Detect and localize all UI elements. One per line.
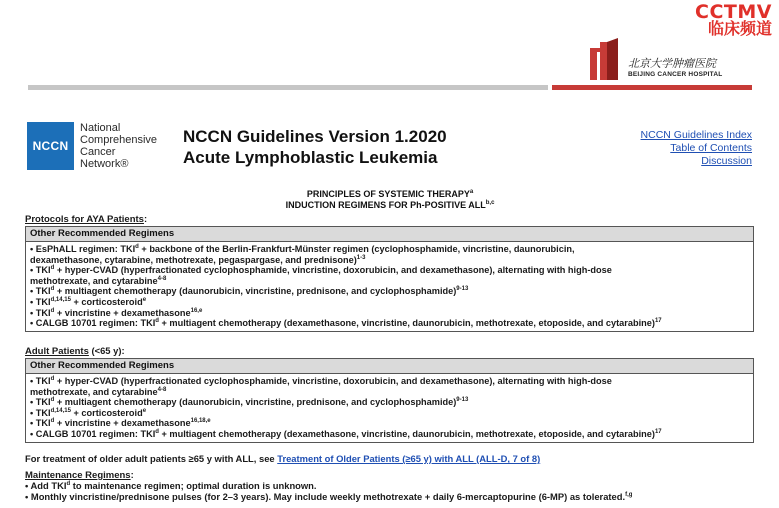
older-patients-link[interactable]: Treatment of Older Patients (≥65 y) with ALL (ALL-D, 7 of 8) xyxy=(277,453,541,464)
list-item: • $TKI^d$ + vincristine + dexamethasone$^{16,18,e}$ xyxy=(30,418,211,429)
hospital-name-en: BEIJING CANCER HOSPITAL xyxy=(628,71,723,78)
cctv-logo: CCTMV xyxy=(695,1,772,23)
list-item: • $TKI^d$ + multiagent chemotherapy (daunorubicin, vincristine, prednisone, and cyclophosphamide)$^{9-13}$ xyxy=(30,286,469,297)
footnote-ref: b,c xyxy=(485,200,495,206)
section-heading xyxy=(28,189,752,211)
guidelines-index-link[interactable]: NCCN Guidelines Index xyxy=(640,129,752,141)
box-title: Other Recommended Regimens xyxy=(26,227,753,242)
aya-regimens-box xyxy=(25,226,754,332)
maintenance-line-2: • Monthly vincristine/prednisone pulses (for 2–3 years). May include weekly methotrexate + daily 6-mercaptopurine (6-MP) as tolerated.$^{f,g}$ xyxy=(25,491,633,502)
cctv-channel-label: 临床频道 xyxy=(707,19,772,38)
maintenance-label: Maintenance Regimens: xyxy=(25,469,134,481)
list-item: • TKI$^{d,14,15}$ + corticosteroid$^e$ xyxy=(30,407,147,418)
header-divider-red xyxy=(552,85,752,90)
list-item: • EsPhALL regimen: $TKI^d$ + backbone of the Berlin-Frankfurt-Münster regimen (cyclophosphamide, vincristine, daunorubicin, dexamethasone, cytarabine, methotrexate, pegaspargase, and prednisone)$^{1-3}$ xyxy=(30,243,575,265)
adult-regimens-box xyxy=(25,358,754,443)
box-title: Other Recommended Regimens xyxy=(26,359,753,374)
maintenance-line-1: • Add TKI$^d$ to maintenance regimen; optimal duration is unknown. xyxy=(25,480,317,491)
footnote-ref: a xyxy=(469,189,474,195)
list-item: • $TKI^d$ + hyper-CVAD (hyperfractionated cyclophosphamide, vincristine, doxorubicin, and dexamethasone), alternating with high-dose methotrexate, and cytarabine$^{4-8}$ xyxy=(30,375,612,397)
aya-label: Protocols for AYA Patients: xyxy=(25,213,148,225)
org-line: Network® xyxy=(80,158,129,170)
aya-regimen-list xyxy=(26,242,753,331)
title-disease: Acute Lymphoblastic Leukemia xyxy=(183,148,438,167)
adult-label: Adult Patients (<65 y): xyxy=(25,345,125,357)
title-version: NCCN Guidelines Version 1.2020 xyxy=(183,127,447,146)
org-line: Comprehensive xyxy=(80,134,158,146)
discussion-link[interactable]: Discussion xyxy=(701,155,752,167)
older-patients-note: For treatment of older adult patients ≥65 y with ALL, see Treatment of Older Patients (≥65 y) with ALL (ALL-D, 7 of 8) xyxy=(25,453,541,464)
list-item: • $TKI^d$ + vincristine + dexamethasone$^{16,e}$ xyxy=(30,307,203,318)
hospital-logo-icon xyxy=(588,38,620,80)
list-item: • TKI$^{d,14,15}$ + corticosteroid$^e$ xyxy=(30,296,147,307)
list-item: • CALGB 10701 regimen: $TKI^d$ + multiagent chemotherapy (dexamethasone, vincristine, daunorubicin, methotrexate, etoposide, and cytarabine)$^{17}$ xyxy=(30,428,662,439)
list-item: • CALGB 10701 regimen: $TKI^d$ + multiagent chemotherapy (dexamethasone, vincristine, daunorubicin, methotrexate, etoposide, and cytarabine)$^{17}$ xyxy=(30,318,662,329)
list-item: • $TKI^d$ + multiagent chemotherapy (daunorubicin, vincristine, prednisone, and cyclophosphamide)$^{9-13}$ xyxy=(30,397,469,408)
list-item: • $TKI^d$ + hyper-CVAD (hyperfractionated cyclophosphamide, vincristine, doxorubicin, and dexamethasone), alternating with high-dose methotrexate, and cytarabine$^{4-8}$ xyxy=(30,265,612,286)
org-line: Cancer xyxy=(80,146,116,158)
hospital-name-cn: 北京大学肿瘤医院 xyxy=(628,57,716,70)
table-of-contents-link[interactable]: Table of Contents xyxy=(670,142,752,154)
nccn-org-name xyxy=(80,122,157,170)
adult-regimen-list xyxy=(26,374,753,442)
guideline-nav-links xyxy=(600,129,752,168)
org-line: National xyxy=(80,122,121,134)
principles-title: PRINCIPLES OF SYSTEMIC THERAPY xyxy=(306,189,470,199)
nccn-logo: NCCN xyxy=(27,122,74,170)
principles-subtitle: INDUCTION REGIMENS FOR Ph-POSITIVE ALL xyxy=(285,200,486,210)
header-divider-gray xyxy=(28,85,548,90)
guideline-title xyxy=(183,126,447,168)
